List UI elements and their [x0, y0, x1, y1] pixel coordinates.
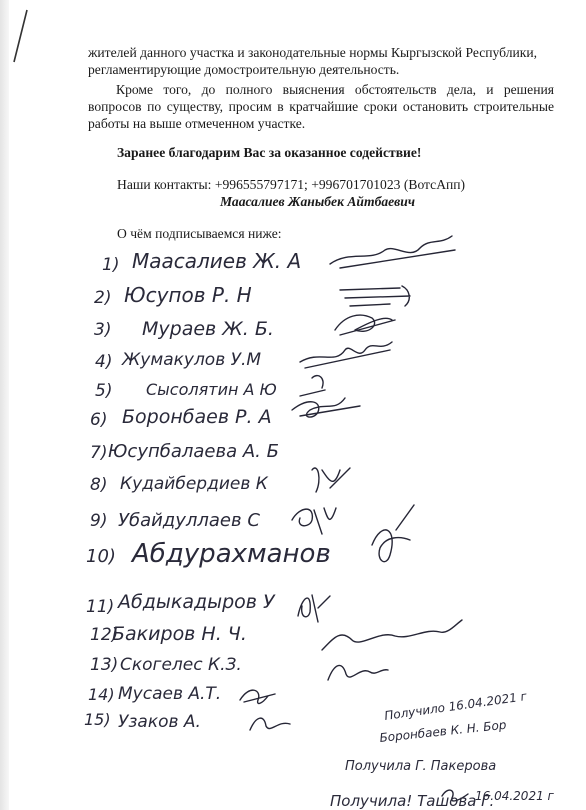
- receipt-note: Получила Г. Пакерова: [345, 759, 497, 774]
- signature: [300, 376, 325, 396]
- signature: [300, 342, 392, 368]
- paragraph-2: Кроме того, до полного выяснения обстоятельств дела, и решения вопросов по существу, просим в кратчайшие сроки остановить строительные работы на выше отмеченном участке.: [88, 82, 554, 131]
- signatory-name: Абдурахманов: [132, 539, 331, 569]
- signatory-name: Абдыкадыров У: [118, 591, 275, 613]
- signatory-number: 12): [90, 625, 119, 645]
- signature: [322, 620, 462, 650]
- signatory-name: Мусаев А.Т.: [118, 684, 222, 704]
- signature: [312, 468, 350, 492]
- signatory-number: 14): [88, 685, 115, 704]
- contacts-label: Наши контакты:: [117, 177, 212, 192]
- receipt-note: Получило 16.04.2021 г: [383, 689, 528, 723]
- signature: [372, 505, 414, 562]
- signature: [340, 286, 410, 306]
- author-name: Маасалиев Жаныбек Айтбаевич: [220, 194, 415, 209]
- signatory-name: Юсупбалаева А. Б: [108, 441, 279, 462]
- signatory-number: 2): [94, 288, 112, 308]
- signatory-name: Убайдуллаев С: [118, 510, 260, 531]
- signatory-name: Узаков А.: [118, 712, 201, 732]
- signatory-name: Юсупов Р. Н: [124, 283, 252, 307]
- signatory-number: 4): [95, 352, 113, 372]
- signature: [335, 315, 395, 335]
- paragraph-1: жителей данного участка и законодательные нормы Кыргызской Республики, регламентирующие домостроительную деятельность.: [88, 45, 538, 77]
- signature: [292, 398, 360, 417]
- signatory-name: Мураев Ж. Б.: [142, 318, 274, 340]
- signatory-number: 13): [90, 655, 119, 675]
- signatory-name: Боронбаев Р. А: [122, 406, 272, 428]
- signatory-number: 11): [86, 597, 115, 617]
- signatory-name: Бакиров Н. Ч.: [112, 623, 247, 645]
- contacts-value: +996555797171; +996701701023 (ВотсАпп): [214, 177, 466, 192]
- signatory-number: 9): [90, 511, 108, 531]
- signatory-number: 7): [90, 443, 108, 463]
- receipt-note: 16.04.2021 г: [475, 789, 554, 803]
- signatory-name: Кудайбердиев К: [120, 474, 268, 494]
- signatory-name: Маасалиев Ж. А: [132, 249, 302, 273]
- signature: [292, 508, 336, 534]
- signatory-name: Скогелес К.З.: [120, 655, 242, 675]
- signatory-number: 15): [84, 710, 111, 729]
- signature: [330, 236, 455, 268]
- signatory-number: 1): [102, 255, 120, 275]
- signature: [240, 690, 275, 703]
- signatory-number: 10): [86, 546, 116, 567]
- signatory-number: 6): [90, 410, 108, 430]
- signature: [250, 718, 290, 730]
- signature: [328, 665, 388, 680]
- signatory-number: 3): [94, 320, 112, 340]
- sign-heading: О чём подписываемся ниже:: [117, 226, 282, 241]
- signatory-number: 5): [95, 381, 113, 401]
- receipt-note: Боронбаев К. Н. Бор: [378, 717, 508, 745]
- receipt-note: Получила! Ташова Г.: [330, 792, 495, 810]
- signature: [298, 595, 330, 622]
- signatory-name: Жумакулов У.М: [122, 350, 262, 370]
- signatory-name: Сысолятин А Ю: [146, 380, 277, 399]
- signatory-number: 8): [90, 475, 108, 495]
- thanks-line: Заранее благодарим Вас за оказанное содействие!: [117, 145, 422, 160]
